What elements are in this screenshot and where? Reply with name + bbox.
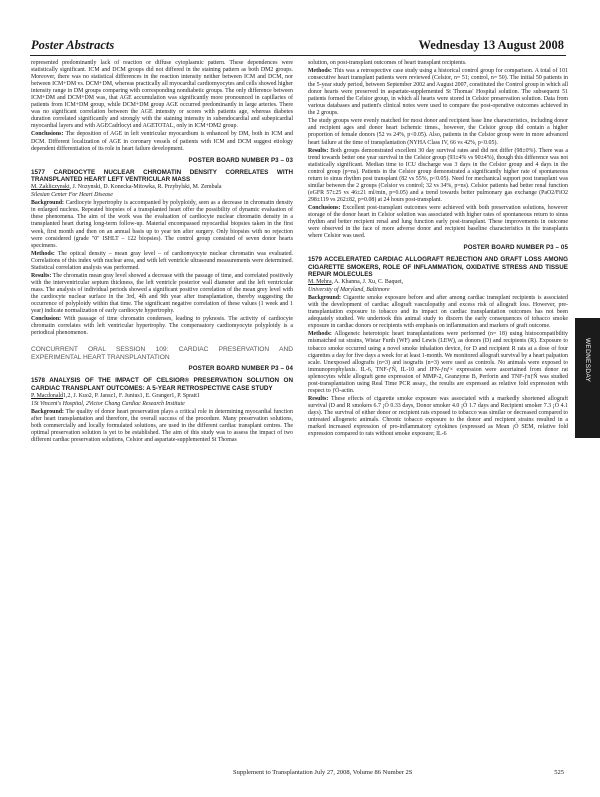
section-text: The quality of donor heart preservation plays a critical role in determining myocardial function after heart transplantation and therefore, the overall success of the procedure. Many preservation solutions, both commercially and locally formulated solutions, are used in the different cardiac transplant centres. The optimal preservation solution is yet to be established. The aim of this study was to assess the impact of two different cardiac preservation solutions, Celsior and aspartate-supplemented St Thomas [31, 408, 293, 444]
section-text: Cigarette smoke exposure before and after among cardiac transplant recipients is associated with the development of cardiac allograft vasculopathy and excess risk of allograft loss. However, pre-transplantation exposure to tobacco and its impact on cardiac transplantation outcomes has not been adequately studied. We undertook this animal study to discern the early consequences of tobacco smoke exposure in cardiac donors or recipients with emphasis on inflammation and markers of graft outcome. [308, 295, 568, 330]
session-heading: CONCURRENT ORAL SESSION 109: CARDIAC PRESERVATION AND EXPERIMENTAL HEART TRANSPLANTATION [31, 346, 293, 361]
page-number: 525 [554, 769, 564, 776]
section-label: Results: [308, 147, 329, 154]
methods-paragraph [308, 68, 568, 117]
background-paragraph [308, 295, 568, 330]
abstract-authors [31, 184, 293, 191]
study-groups-paragraph: The study groups were evenly matched for most donor and recipient base line characteristics, including donor and recipient ages and donor heart ischemic times., however, the Celsior group did contain a higher proportion of female donors (52 vs 24%, p<0.05). Also, patients in the Celsior group were in more advanced heart failure at the time of transplantation (NYHA Class IV, 66 vs 42%, p<0.05). [308, 118, 568, 146]
left-column [31, 60, 293, 445]
institution: 1St Vincent's Hospital, 2Victor Chang Cardiac Research Institute [31, 400, 185, 407]
presenting-author: M. Mehra [308, 279, 332, 286]
section-label: Background: [308, 295, 341, 302]
day-side-tab [575, 318, 600, 438]
methods-paragraph [31, 251, 293, 272]
institution: Silesian Center For Heart Disease [31, 192, 113, 199]
presenting-author: P. Macdonald [31, 392, 64, 399]
coauthors: , J. Nozynski, D. Konecka-Mitowka, R. Przybylski, M. Zembala [69, 184, 222, 191]
methods-paragraph [308, 331, 568, 394]
coauthors: 1,2, J. Kuo2, P. Jansz1, F. Junius1, E. Granger1, P. Spratt1 [63, 392, 200, 399]
poster-board-number: POSTER BOARD NUMBER P3 – 04 [188, 365, 293, 373]
conclusion-paragraph [31, 316, 293, 337]
running-header-date: Wednesday 13 August 2008 [418, 38, 564, 52]
abstract-title-1579: 1579 ACCELERATED CARDIAC ALLOGRAFT REJECTION AND GRAFT LOSS AMONG CIGARETTE SMOKERS, ROLE OF INFLAMMATION, OXIDATIVE STRESS AND TISSUE REPAIR MOLECULES [308, 256, 568, 278]
results-paragraph [308, 148, 568, 204]
section-text: Cardiocyte hypertrophy is accompanied by polyploidy, seen as a decrease in chromatin density in enlarged nucleus. Repeated biopsies of a transplanted heart offer the possibility of dynamic evaluation of these phenomena. The aim of the work was the evaluation of cardiocyte nuclear chromatin density in a transplanted heart during long-term follow-up. Material encompassed myocardial biopsies taken in the first week, first month and then on an annual basis up to year ten after surgery. Only biopsies with no rejection were considered (grade "0" ISHLT – 122 biopsies). The control group consisted of seven donor hearts specimens. [31, 200, 293, 249]
presenting-author: M. Zakliczynski [31, 184, 70, 191]
section-label: Conclusions: [31, 131, 64, 138]
abstract-title-1577: 1577 CARDIOCYTE NUCLEAR CHROMATIN DENSITY CORRELATES WITH TRANSPLANTED HEART LEFT VENTRICULAR MASS [31, 168, 293, 183]
header-rule [30, 55, 566, 56]
poster-board-number: POSTER BOARD NUMBER P3 – 05 [463, 244, 568, 252]
continued-paragraph: represented predominantly lack of reaction or diffuse cytoplasmic pattern. These dependences were statistically significant. ICM and DCM groups did not differed in the staining pattern as both DM2 groups. Moreover, there was no statistical differences in the reaction intensity neither between ICM and DCM, nor between ICM+DM vs. DCM+DM, whereas practically all myocardial cardiomyocytes and cells showed higher intensity range in DM groups comparing with corresponding nondiabetic groups. The only difference between ICM+DM and DCM+DM was, that AGE accumulation was significantly more pronounced in capillaries of patients from ICM+DM group, while DCM+DM group AGE occurred predominantly in large arteries. There was no significant correlation between the AGE intensity or scores with patients age, whereas diabetes duration correlated significantly and strongly with the staining intensity in subendocardial and subepicardial myocardial layers and with AGECadrlocyt and AGETOTAL, only in ICM+DM2 group. [31, 60, 293, 130]
conclusions-paragraph [308, 205, 568, 240]
results-paragraph [31, 273, 293, 315]
institution: University of Maryland, Baltimore [308, 287, 390, 294]
footer-citation: Supplement to Transplantation July 27, 2008, Volume 86 Number 2S [233, 769, 413, 776]
abstract-authors [308, 279, 568, 286]
section-text: Allogeneic heterotopic heart transplantations were performed (n= 18) using histocompatibility mismatched rat strains, Wistar Furth (WF) and Lewis (LEW), as donors (D) and recipients (R). Exposure to tobacco smoke occurred using a novel smoke inhalation device, for D and recipient R rats at a dose of four cigarettes a day for five days a week for at least 1-month. We monitored allograft survival by a heart palpation scale. Unexposed allografts (n=3) and isografts (n=3) were used as controls. No animals were exposed to immunoprophylaxis. IL-6, TNF-ƒÑ, IL-10 and IFN-ƒnƒ× expression were ascertained from donor rat splenocytes while allograft gene expression of MMP-2, Granzyme B, Perforin and TNF-ƒnƒÑ was studied post-transplantation using Real Time PCR assay., the results are expressed as relative fold expression with respect to ƒÒ-actin. [308, 331, 569, 394]
section-label: Background: [31, 408, 64, 415]
section-label: Conclusion: [31, 316, 62, 323]
conclusions-paragraph [31, 131, 293, 152]
section-text: The deposition of AGE in left ventricular myocardium is enhanced by DM, both in ICM and DCM. Different localization of AGE in coronary vessels of patients with ICM and DCM suggest etiology dependent differentiation of its role in heart failure development. [31, 131, 293, 152]
running-header-title: Poster Abstracts [31, 38, 115, 52]
abstract-authors [31, 393, 293, 400]
poster-board-number: POSTER BOARD NUMBER P3 – 03 [188, 156, 293, 164]
section-text: Both groups demonstrated excellent 30 day survival rates and did not differ (98±0%). There was a trend towards better one year survival in the Celsior group (93±4% vs 90±4%), though this difference was not statistically significant. Median time to ICU discharge was 3 days in the Celsior group and 4 days in the control group (p=ns). Patients in the Celsior group demonstrated a significantly higher rate of spontaneous return to sinus rhythm post transplant (82 vs 55%, p<0.05). Need for mechanical support post transplant was similar between the 2 groups (Celsior vs control; 32 vs 34%, p=ns). Celsior patients had better renal function (eGFR 57±25 vs 46±21 ml/min, p=0.05) and a trend towards better pulmonary gas exchange (PaO2/FiO2 298±119 vs 262±82, p=0.08) at 24 hours post-transplant. [308, 147, 568, 203]
section-text: The optical density – mean gray level – of cardiomyocyte nuclear chromatin was evaluated. Correlations of this index with nuclear area, and with left ventricle ultrasound measurements were determined. Statistical correlation analysis was performed. [31, 250, 294, 271]
section-label: Methods: [31, 250, 55, 257]
section-text: These effects of cigarette smoke exposure was associated with a markedly shortened allograft survival (D and R smokers 6.7 ¡Ó 0.33 days, Donor smoker 4.0 ¡Ó 1.7 days and Recipient smoker 7.3 ¡Ó 4.1 days). The survival of either donor or recipient rats exposed to tobacco was similar or decreased compared to untreated allogeneic animals. Chronic tobacco exposure to the donor and recipient strains resulted in a marked increased expression of pro-inflammatory cytokines (expressed as Mean ¡Ó SEM, relative fold expression compared to rats without smoke exposure; IL-6 [308, 395, 568, 438]
background-paragraph [31, 409, 293, 444]
section-label: Results: [308, 395, 329, 402]
section-label: Methods: [308, 331, 332, 338]
section-text: With passage of time chromatin condenses, leading to pyknosis. The activity of cardiocyte chromatin correlates with left ventricular hypertrophy. The compensatory cardiomyocyte polyploidy is a periodical phenomenon. [31, 316, 293, 337]
right-column [308, 60, 568, 439]
section-label: Results: [31, 272, 52, 279]
section-label: Methods: [308, 68, 332, 75]
section-text: This was a retrospective case study using a historical control group for comparison. A total of 101 consecutive heart transplant patients were reviewed (Celsior, n= 51; control, n= 50). The initial 50 patients in the 5-year study period, between September 2002 and August 2007, constituted the Control group in which all donor hearts were preserved in aspartate-supplemented St Thomas' Hospital solution. The subsequent 51 patients formed the Celsior group, in which all hearts were stored in Celsior preservation solution. Data from various databases and patient's clinical notes were used to compare the post-operative outcomes achieved in the 2 groups. [308, 68, 568, 117]
continued-paragraph: solution, on post-transplant outcomes of heart transplant recipients. [308, 60, 467, 66]
side-tab-label: WEDNESDAY [584, 338, 591, 383]
coauthors: , A. Khanna, J. Xu, C. Baquet, [331, 279, 404, 286]
background-paragraph [31, 200, 293, 249]
abstract-title-1578: 1578 ANALYSIS OF THE IMPACT OF CELSIOR® PRESERVATION SOLUTION ON CARDIAC TRANSPLANT OUTCOMES: A 5-YEAR RETROSPECTIVE CASE STUDY [31, 377, 293, 392]
section-label: Conclusions: [308, 204, 341, 211]
section-label: Background: [31, 200, 64, 207]
section-text: Excellent post-transplant outcomes were achieved with both preservation solutions, however storage of the donor heart in Celsior solution was associated with higher rates of spontaneous return to sinus rhythm and better recipient renal and lung function early post-transplant. These improvements in outcome were observed in the face of more adverse donor and recipient baseline characteristics in the transplants where Celsior was used. [308, 204, 568, 240]
section-text: The chromatin mean gray level showed a decrease with the passage of time, and correlated positively with the interventricular septum thickness, the left ventricle posterior wall diameter and the left ventricular mass. The analysis of individual periods showed a significant positive correlation of the mean grey level with the cardiocyte nuclear surface in the 3rd, 4th and 9th year after transplantation, thereby suggesting the occurrence of polyploidy within that time. The significant negative correlation of these values (1 week and 1 year) indicate normalization of early cardiocyte hypertrophy. [31, 272, 293, 315]
results-paragraph [308, 396, 568, 438]
